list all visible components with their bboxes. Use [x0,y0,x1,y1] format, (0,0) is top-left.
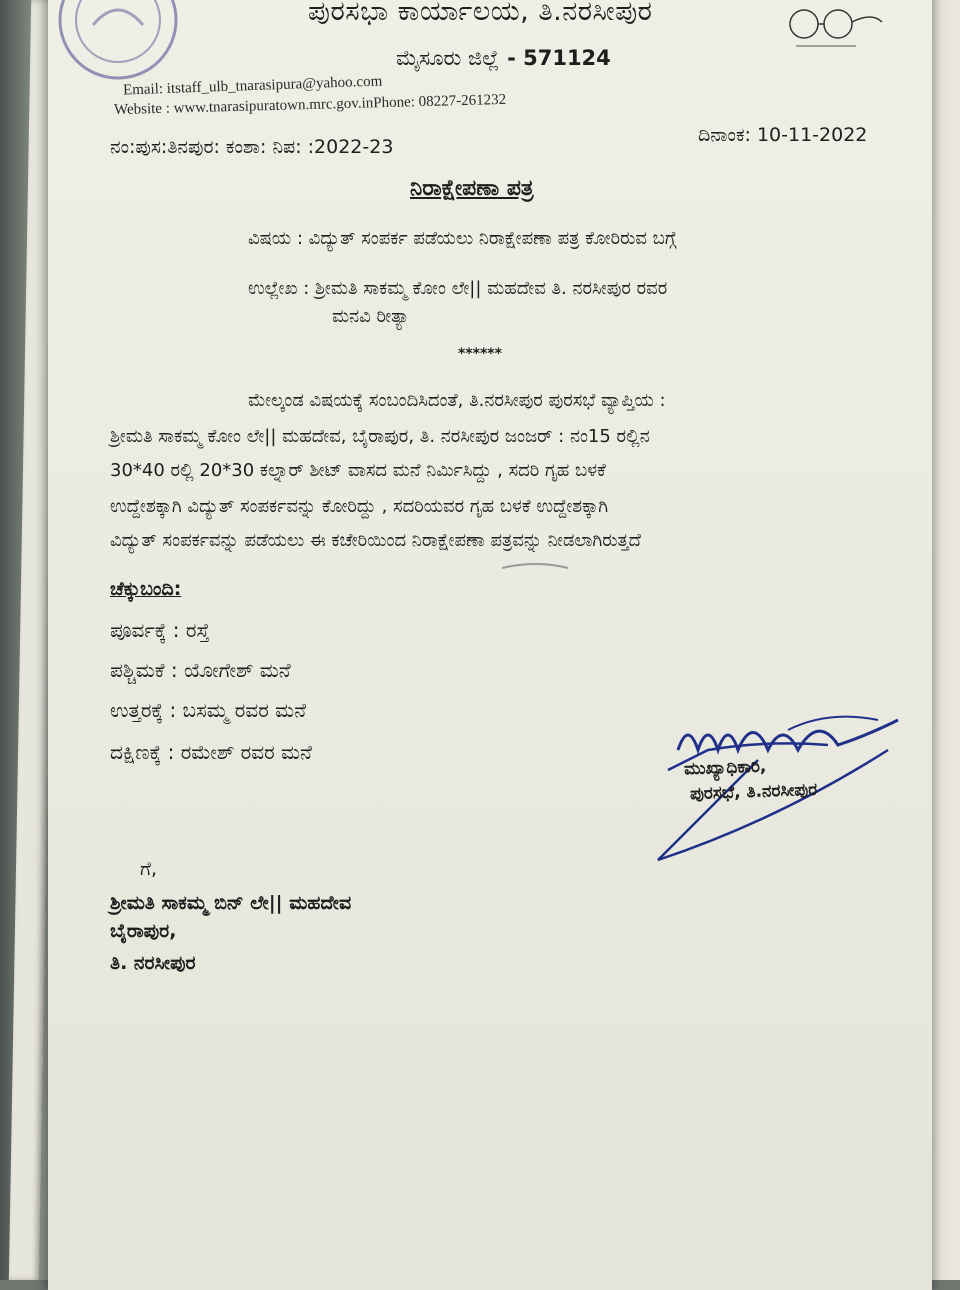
recipient-village: ಬೈರಾಪುರ, [110,920,177,942]
district-name: ಮೈಸೂರು ಜಿಲ್ಲೆ [396,46,500,70]
signatory-office: ಪುರಸಭೆ, ತಿ.ನರಸೀಪುರ [689,779,818,805]
body-paragraph-line: 30*40 ರಲ್ಲಿ 20*30 ಕಲ್ನಾರ್ ಶೀಟ್ ವಾಸದ ಮನೆ ನಿರ್ಮಿಸಿದ್ದು , ಸದರಿ ಗೃಹ ಬಳಕೆ [110,460,606,481]
recipient-to-label: ಗೆ, [140,858,158,880]
boundary-north: ಉತ್ತರಕ್ಕೆ : ಬಸಮ್ಮ ರವರ ಮನೆ [110,698,307,722]
letter-date: ದಿನಾಂಕ: 10-11-2022 [698,124,868,146]
separator: ****** [458,346,502,362]
signatory-title: ಮುಖ್ಯಾಧಿಕಾರಿ, [683,756,767,780]
district-line [396,46,611,71]
email-line: Email: itstaff_ulb_tnarasipura@yahoo.com [122,73,383,99]
boundary-west: ಪಶ್ಚಿಮಕೆ : ಯೋಗೇಶ್ ಮನೆ [110,658,291,682]
recipient-name: ಶ್ರೀಮತಿ ಸಾಕಮ್ಮ ಬಿನ್ ಲೇ|| ಮಹದೇವ [110,892,352,914]
office-seal-stamp [58,0,198,90]
letter-page [48,0,932,1290]
reference-line-continued: ಮನವಿ ರೀತ್ಯಾ [332,306,410,327]
pincode: - 571124 [507,46,611,70]
boundary-east: ಪೂರ್ವಕ್ಕೆ : ರಸ್ತೆ [110,618,210,642]
boundaries-heading: ಚೆಕ್ಕುಬಂದಿ: [110,578,182,600]
recipient-town: ತಿ. ನರಸೀಪುರ [110,952,196,974]
body-paragraph-line: ಉದ್ದೇಶಕ್ಕಾಗಿ ವಿದ್ಯುತ್ ಸಂಪರ್ಕವನ್ನು ಕೋರಿದ್ದು , ಸದರಿಯವರ ಗೃಹ ಬಳಕೆ ಉದ್ದೇಶಕ್ಕಾಗಿ [110,496,609,517]
swachh-bharat-emblem [778,4,888,52]
body-paragraph-line: ಮೇಲ್ಕಂಡ ವಿಷಯಕ್ಕೆ ಸಂಬಂದಿಸಿದಂತೆ, ತಿ.ನರಸೀಪುರ ಪುರಸಭೆ ವ್ಯಾಪ್ತಿಯ : [248,390,666,411]
reference-line: ಉಲ್ಲೇಖ : ಶ್ರೀಮತಿ ಸಾಕಮ್ಮ ಕೋಂ ಲೇ|| ಮಹದೇವ ತಿ. ನರಸೀಪುರ ರವರ [248,278,668,299]
subject-line: ವಿಷಯ : ವಿದ್ಯುತ್ ಸಂಪರ್ಕ ಪಡೆಯಲು ನಿರಾಕ್ಷೇಪಣಾ ಪತ್ರ ಕೋರಿರುವ ಬಗ್ಗೆ [248,228,677,249]
letter-heading: ನಿರಾಕ್ಷೇಪಣಾ ಪತ್ರ [410,176,534,201]
office-title: ಪುರಸಭಾ ಕಾರ್ಯಾಲಯ, ತಿ.ನರಸೀಪುರ [308,0,653,27]
body-paragraph-line: ವಿದ್ಯುತ್ ಸಂಪರ್ಕವನ್ನು ಪಡೆಯಲು ಈ ಕಚೇರಿಯಿಂದ ನಿರಾಕ್ಷೇಪಣಾ ಪತ್ರವನ್ನು ನೀಡಲಾಗಿರುತ್ತದೆ [110,530,641,551]
paper-fold-mark [500,562,570,574]
website-line: Website : www.tnarasipuratown.mrc.gov.inPhone: 08227-261232 [113,91,507,119]
body-paragraph-line: ಶ್ರೀಮತಿ ಸಾಕಮ್ಮ ಕೋಂ ಲೇ|| ಮಹದೇವ, ಬೈರಾಪುರ, ತಿ. ನರಸೀಪುರ ಜಂಜರ್ : ನಂ15 ರಲ್ಲಿನ [110,426,650,447]
boundary-south: ದಕ್ಷಿಣಕ್ಕೆ : ರಮೇಶ್ ರವರ ಮನೆ [110,740,312,764]
reference-number: ನಂ:ಪುಸ:ತಿನಪುರ: ಕಂಶಾ: ನಿಪ: :2022-23 [110,136,394,158]
